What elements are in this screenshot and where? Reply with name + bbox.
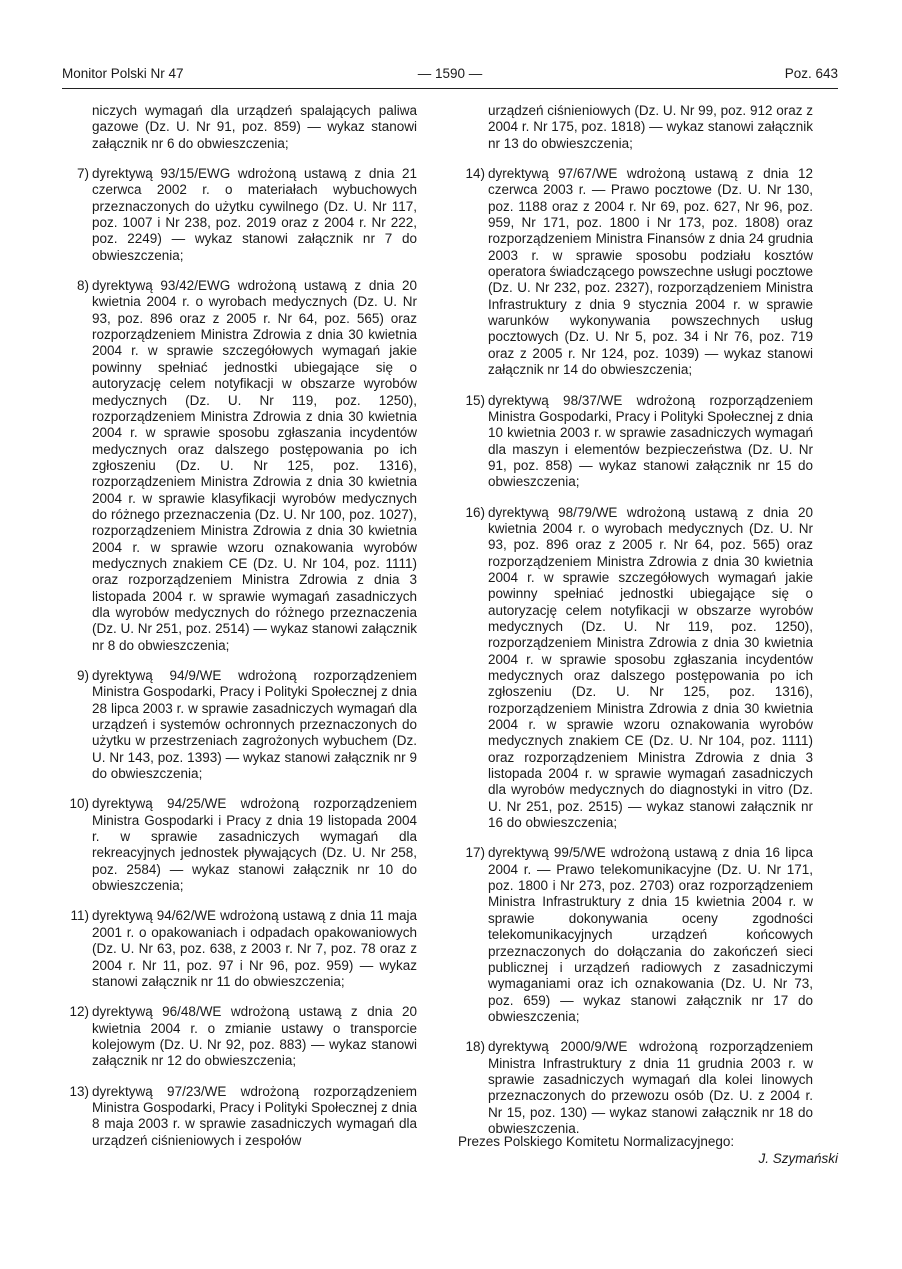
item-number: 9) (76, 668, 89, 683)
item-number: 12) (69, 1004, 89, 1020)
list-item (62, 166, 417, 264)
item-text: dyrektywą 94/62/WE wdrożoną ustawą z dnia 11 maja 2001 r. o opakowaniach i odpadach opakowaniowych (Dz. U. Nr 63, poz. 638, z 2003 r. Nr 7, poz. 78 oraz z 2004 r. Nr 11, poz. 97 i Nr 96, poz. 959) — wykaz stanowi załącznik nr 11 do obwieszczenia; (92, 908, 417, 989)
list-item (458, 1039, 813, 1137)
signatory-title: Prezes Polskiego Komitetu Normalizacyjnego: (458, 1134, 735, 1149)
item-text: dyrektywą 93/15/EWG wdrożoną ustawą z dnia 21 czerwca 2002 r. o materiałach wybuchowych przeznaczonych do użytku cywilnego (Dz. U. Nr 117, poz. 1007 i Nr 238, poz. 2019 oraz z 2004 r. Nr 222, poz. 2249) — wykaz stanowi załącznik nr 7 do obwieszczenia; (92, 166, 417, 263)
signatory-name: J. Szymański (758, 1151, 838, 1166)
item-text: dyrektywą 99/5/WE wdrożoną ustawą z dnia 16 lipca 2004 r. — Prawo telekomunikacyjne (Dz. U. Nr 171, poz. 1800 i Nr 273, poz. 2703) oraz rozporządzeniem Ministra Infrastruktury z dnia 15 kwietnia 2004 r. w sprawie dokonywania oceny zgodności telekomunikacyjnych urządzeń końcowych przeznaczonych do dołączania do zakończeń sieci publicznej i urządzeń radiowych z zasadniczymi wymaganiami oraz ich oznakowania (Dz. U. Nr 73, poz. 659) — wykaz stanowi załącznik nr 17 do obwieszczenia; (488, 845, 813, 1024)
list-item (458, 505, 813, 832)
item-number: 8) (76, 278, 89, 294)
item-number: 14) (465, 166, 485, 182)
list-item (458, 845, 813, 1025)
continuation-paragraph (458, 103, 813, 152)
item-number: 10) (69, 796, 89, 812)
list-item (62, 278, 417, 654)
continuation-text: niczych wymagań dla urządzeń spalających paliwa gazowe (Dz. U. Nr 91, poz. 859) — wykaz stanowi załącznik nr 6 do obwieszczenia; (92, 103, 417, 151)
item-text: dyrektywą 98/79/WE wdrożoną ustawą z dnia 20 kwietnia 2004 r. o wyrobach medycznych (Dz. U. Nr 93, poz. 896 oraz z 2005 r. Nr 64, poz. 565) oraz rozporządzeniem Ministra Zdrowia z dnia 30 kwietnia 2004 r. w sprawie szczegółowych wymagań jakie powinny spełniać jednostki ubiegające się o autoryzację celem notyfikacji w obszarze wyrobów medycznych (Dz. U. Nr 119, poz. 1250), rozporządzeniem Ministra Zdrowia z dnia 30 kwietnia 2004 r. w sprawie sposobu zgłaszania incydentów medycznych oraz dalszego postępowania po ich zgłoszeniu (Dz. U. Nr 125, poz. 1316), rozporządzeniem Ministra Zdrowia z dnia 30 kwietnia 2004 r. w sprawie wzoru oznakowania wyrobów medycznych znakiem CE (Dz. U. Nr 104, poz. 1111) oraz rozporządzeniem Ministra Zdrowia z dnia 3 listopada 2004 r. w sprawie wymagań zasadniczych dla wyrobów medycznych do diagnostyki in vitro (Dz. U. Nr 251, poz. 2515) — wykaz stanowi załącznik nr 16 do obwieszczenia; (488, 504, 813, 831)
page-header (62, 66, 838, 86)
item-text: dyrektywą 97/23/WE wdrożoną rozporządzeniem Ministra Gospodarki, Pracy i Polityki Społecznej z dnia 8 maja 2003 r. w sprawie zasadniczych wymagań dla urządzeń ciśnieniowych i zespołów (92, 1083, 417, 1148)
item-text: dyrektywą 97/67/WE wdrożoną ustawą z dnia 12 czerwca 2003 r. — Prawo pocztowe (Dz. U. Nr 130, poz. 1188 oraz z 2004 r. Nr 69, poz. 627, Nr 96, poz. 959, Nr 171, poz. 1800 i Nr 173, poz. 1808) oraz rozporządzeniem Ministra Finansów z dnia 24 grudnia 2003 r. w sprawie sposobu podziału kosztów operatora świadczącego powszechne usługi pocztowe (Dz. U. Nr 232, poz. 2327), rozporządzeniem Ministra Infrastruktury z dnia 9 stycznia 2004 r. w sprawie warunków wykonywania powszechnych usług pocztowych (Dz. U. Nr 5, poz. 34 i Nr 76, poz. 719 oraz z 2005 r. Nr 124, poz. 1039) — wykaz stanowi załącznik nr 14 do obwieszczenia; (488, 166, 813, 378)
item-text: dyrektywą 93/42/EWG wdrożoną ustawą z dnia 20 kwietnia 2004 r. o wyrobach medycznych (Dz. U. Nr 93, poz. 896 oraz z 2005 r. Nr 64, poz. 565) oraz rozporządzeniem Ministra Zdrowia z dnia 30 kwietnia 2004 r. w sprawie szczegółowych wymagań jakie powinny spełniać jednostki ubiegające się o autoryzację celem notyfikacji w obszarze wyrobów medycznych (Dz. U. Nr 119, poz. 1250), rozporządzeniem Ministra Zdrowia z dnia 30 kwietnia 2004 r. w sprawie sposobu zgłaszania incydentów medycznych oraz dalszego postępowania po ich zgłoszeniu (Dz. U. Nr 125, poz. 1316), rozporządzeniem Ministra Zdrowia z dnia 30 kwietnia 2004 r. w sprawie klasyfikacji wyrobów medycznych do różnego przeznaczenia (Dz. U. Nr 100, poz. 1027), rozporządzeniem Ministra Zdrowia z dnia 30 kwietnia 2004 r. w sprawie wzoru oznakowania wyrobów medycznych znakiem CE (Dz. U. Nr 104, poz. 1111) oraz rozporządzeniem Ministra Zdrowia z dnia 3 listopada 2004 r. w sprawie wymagań zasadniczych dla wyrobów medycznych do różnego przeznaczenia (Dz. U. Nr 251, poz. 2514) — wykaz stanowi załącznik nr 8 do obwieszczenia; (92, 278, 417, 653)
continuation-text: urządzeń ciśnieniowych (Dz. U. Nr 99, poz. 912 oraz z 2004 r. Nr 175, poz. 1818) — wykaz stanowi załącznik nr 13 do obwieszczenia; (488, 103, 813, 151)
item-text: dyrektywą 94/25/WE wdrożoną rozporządzeniem Ministra Gospodarki i Pracy z dnia 19 listopada 2004 r. w sprawie zasadniczych wymagań dla rekreacyjnych jednostek pływających (Dz. U. Nr 258, poz. 2584) — wykaz stanowi załącznik nr 10 do obwieszczenia; (92, 796, 417, 894)
list-item (62, 1004, 417, 1069)
left-column (62, 103, 417, 1163)
list-item (62, 796, 417, 894)
item-text: dyrektywą 2000/9/WE wdrożoną rozporządzeniem Ministra Infrastruktury z dnia 11 grudnia 2003 r. w sprawie zasadniczych wymagań dla kolei linowych przeznaczonych do przewozu osób (Dz. U. z 2004 r. Nr 15, poz. 130) — wykaz stanowi załącznik nr 18 do obwieszczenia. (488, 1039, 813, 1136)
continuation-paragraph (62, 103, 417, 152)
item-number: 11) (70, 908, 89, 924)
right-column (458, 103, 813, 1151)
header-rule (62, 88, 838, 89)
item-text: dyrektywą 98/37/WE wdrożoną rozporządzeniem Ministra Gospodarki, Pracy i Polityki Społecznej z dnia 10 kwietnia 2003 r. w sprawie zasadniczych wymagań dla maszyn i elementów bezpieczeństwa (Dz. U. Nr 91, poz. 858) — wykaz stanowi załącznik nr 15 do obwieszczenia; (488, 392, 813, 490)
item-text: dyrektywą 96/48/WE wdrożoną ustawą z dnia 20 kwietnia 2004 r. o zmianie ustawy o transporcie kolejowym (Dz. U. Nr 92, poz. 883) — wykaz stanowi załącznik nr 12 do obwieszczenia; (92, 1004, 417, 1069)
position-number: Poz. 643 (784, 66, 838, 81)
publication-title: Monitor Polski Nr 47 (62, 66, 184, 81)
list-item (62, 1084, 417, 1149)
item-number: 7) (76, 166, 89, 182)
list-item (458, 393, 813, 491)
item-number: 17) (465, 845, 485, 861)
item-number: 18) (465, 1039, 485, 1055)
item-text: dyrektywą 94/9/WE wdrożoną rozporządzeniem Ministra Gospodarki, Pracy i Polityki Społecznej z dnia 28 lipca 2003 r. w sprawie zasadniczych wymagań dla urządzeń i systemów ochronnych przeznaczonych do użytku w przestrzeniach zagrożonych wybuchem (Dz. U. Nr 143, poz. 1393) — wykaz stanowi załącznik nr 9 do obwieszczenia; (92, 668, 417, 782)
item-number: 16) (465, 504, 485, 520)
list-item (458, 166, 813, 378)
page-number: — 1590 — (417, 66, 483, 81)
list-item (62, 908, 417, 990)
item-number: 15) (465, 392, 485, 408)
item-number: 13) (69, 1083, 89, 1099)
list-item (62, 668, 417, 782)
signature-block (458, 1133, 838, 1167)
